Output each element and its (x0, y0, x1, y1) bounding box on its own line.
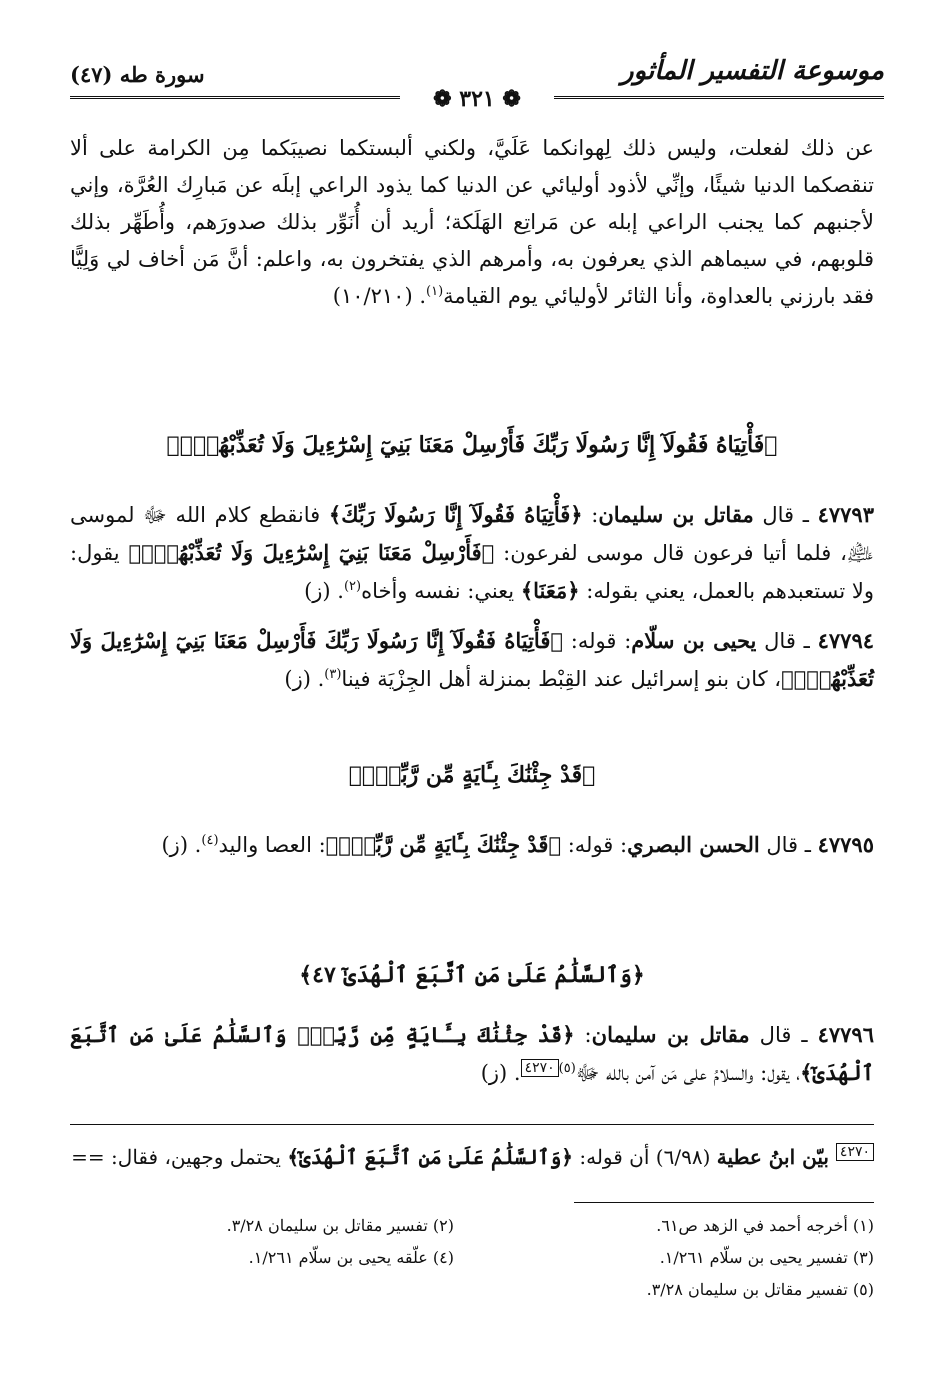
footnote-mark[interactable]: (٢) (343, 579, 362, 594)
quran-quote: ﴿وَٱلسَّلَٰمُ عَلَىٰ مَنِ ٱتَّبَعَ ٱلْهُدَىٰٓ﴾ (287, 1145, 574, 1169)
footnote-mark[interactable]: (١) (426, 284, 444, 299)
footnote-mark[interactable]: (٥) (558, 1061, 576, 1076)
entry-text: : قوله: (562, 629, 632, 653)
entry-text: : قوله: (561, 833, 628, 857)
quran-quote: ﴿فَأَرْسِلْ مَعَنَا بَنِيٓ إِسْرَٰٓءِيلَ وَلَا تُعَذِّبْهُمْۖ﴾ (128, 540, 495, 565)
quran-quote: ﴿فَأْتِيَاهُ فَقُولَآ إِنَّا رَسُولَا رَبِّكَ فَأَرْسِلْ مَعَنَا بَنِيٓ إِسْرَٰٓءِيلَ وَلَا تُعَذِّبْهُمْۖ﴾ (70, 628, 874, 691)
entry-text: فانقطع كلام الله ﷻ لموسى ﵇، فلما أتيا فرعون قال موسى لفرعون: (70, 503, 874, 565)
narrator-name: مقاتل بن سليمان (591, 1022, 750, 1047)
entry-text: ، كان بنو إسرائيل عند القِبْط بمنزلة أهل الجِزْيَة فينا (341, 667, 782, 691)
header-rule-left (70, 96, 400, 99)
intro-paragraph (70, 130, 874, 315)
entry-text: : (582, 503, 599, 527)
commentary-ref-box[interactable]: ٤٢٧٠ (836, 1143, 874, 1161)
surah-label: سورة طه (٤٧) (70, 62, 205, 87)
commentary-ref-box[interactable]: ٤٢٧٠ (521, 1059, 559, 1077)
quran-quote: ﴿قَدْ جِئْنَٰكَ بِـَٔايَةٍ مِّن رَّبِّكَۖ﴾ (325, 832, 562, 857)
narration-entry (70, 826, 874, 864)
entry-text: ـ قال (756, 629, 818, 653)
entry-text: : (574, 1023, 592, 1047)
narration-entry (70, 496, 874, 610)
header-rule-right (554, 96, 884, 99)
footnote: (٣) تفسير يحيى بن سلّام ١/٢٦١. (659, 1248, 874, 1267)
entry-text: ـ قال (759, 833, 818, 857)
narrator-name: يحيى بن سلّام (631, 628, 757, 653)
entry-number: ٤٧٧٩٣ (817, 502, 874, 527)
entry-text: ـ قال (753, 503, 818, 527)
intro-tail: . (١٠/٢١٠) (332, 284, 426, 308)
quran-quote: ﴿فَأْتِيَاهُ فَقُولَآ إِنَّا رَسُولَا رَبِّكَ﴾ (328, 502, 583, 527)
book-title: موسوعة التفسير المأثور (621, 56, 884, 86)
page-header (70, 48, 884, 112)
entry-number: ٤٧٧٩٤ (817, 628, 875, 653)
footnote: (٤) علّقه يحيى بن سلّام ١/٢٦١. (248, 1248, 454, 1267)
commentary-text: (٦/٩٨) أن قوله: (573, 1145, 717, 1169)
intro-text: عن ذلك لفعلت، وليس ذلك لِهوانكما عَلَيَّ، ولكني ألبستكما نصيبَكما مِن الكرامة على ألا تنقصكما الدنيا شيئًا، وإنِّي لأذود أوليائي عن الدنيا كما يذود الراعي إبلَه عن مَبارِك العُرَّة، وإني لأجنبهم كما يجنب الراعي إبله عن مَراتِع الهَلَكة؛ أريد أن أُنَوِّر بذلك صدورَهم، وأُطَهِّر بذلك قلوبهم، في سيماهم الذي يعرفون به، وأمرهم الذي يفتخرون به، واعلم: أنَّ مَن أخاف لي وَلِيًّا فقد بارزني بالعداوة، وأنا الثائر لأوليائي يوم القيامة (70, 136, 874, 308)
commentary-text: بيّن (795, 1145, 836, 1169)
entry-text: يعني: نفسه وأخاه (361, 579, 521, 603)
footnote-mark[interactable]: (٣) (324, 667, 342, 682)
footnote-mark[interactable]: (٤) (201, 833, 219, 848)
page-number: ❁ ٣٢١ ❁ (427, 86, 527, 112)
section-divider (70, 1124, 874, 1125)
footnote: (٢) تفسير مقاتل بن سليمان ٣/٢٨. (226, 1216, 454, 1235)
entry-number: ٤٧٧٩٦ (817, 1022, 874, 1047)
verse-heading: ﴿قَدْ جِئْنَٰكَ بِـَٔايَةٍ مِّن رَّبِّكَۖ﴾ (348, 762, 596, 788)
commentator-name: ابنُ عطية (716, 1145, 796, 1169)
quran-quote: ﴿مَعَنَا﴾ (520, 578, 580, 603)
narrator-name: مقاتل بن سليمان (598, 502, 754, 527)
narration-entry (70, 1016, 874, 1092)
commentary-text: يحتمل وجهين، فقال: == (71, 1145, 288, 1169)
verse-heading: ﴿فَأْتِيَاهُ فَقُولَآ إِنَّا رَسُولَا رَبِّكَ فَأَرْسِلْ مَعَنَا بَنِيٓ إِسْرَٰٓءِيلَ وَلَا تُعَذِّبْهُمْۖ﴾ (166, 432, 778, 458)
entry-tail: . (ز) (480, 1061, 521, 1085)
footnote: (٥) تفسير مقاتل بن سليمان ٣/٢٨. (646, 1280, 874, 1299)
entry-tail: . (ز) (284, 667, 325, 691)
commentary-line (34, 1142, 874, 1172)
narration-entry (70, 622, 874, 698)
entry-text: يقول: ولا تستعبدهم بالعمل، يعني بقوله: (70, 541, 874, 603)
entry-tail: . (ز) (161, 833, 202, 857)
entry-text: ، يقول: والسلامُ على مَن آمن بالله ﷻ (575, 1061, 801, 1085)
entry-text: : العصا واليد (218, 833, 326, 857)
narrator-name: الحسن البصري (627, 832, 760, 857)
entry-number: ٤٧٧٩٥ (817, 832, 874, 857)
footnote-divider (574, 1202, 874, 1203)
entry-text: ـ قال (749, 1023, 818, 1047)
quran-quote: ﴿قَدْ جِئْنَٰكَ بِـَٔايَةٍ مِّن رَّبِّكَۖ وَٱلسَّلَٰمُ عَلَىٰ مَنِ ٱتَّبَعَ ٱلْهُدَىٰٓ﴾ (70, 1022, 874, 1085)
footnote: (١) أخرجه أحمد في الزهد ص٦١. (656, 1216, 874, 1235)
verse-heading: ﴿وَٱلسَّلَٰمُ عَلَىٰ مَنِ ٱتَّبَعَ ٱلْهُدَىٰٓ ٤٧﴾ (299, 962, 645, 988)
entry-tail: . (ز) (304, 579, 344, 603)
